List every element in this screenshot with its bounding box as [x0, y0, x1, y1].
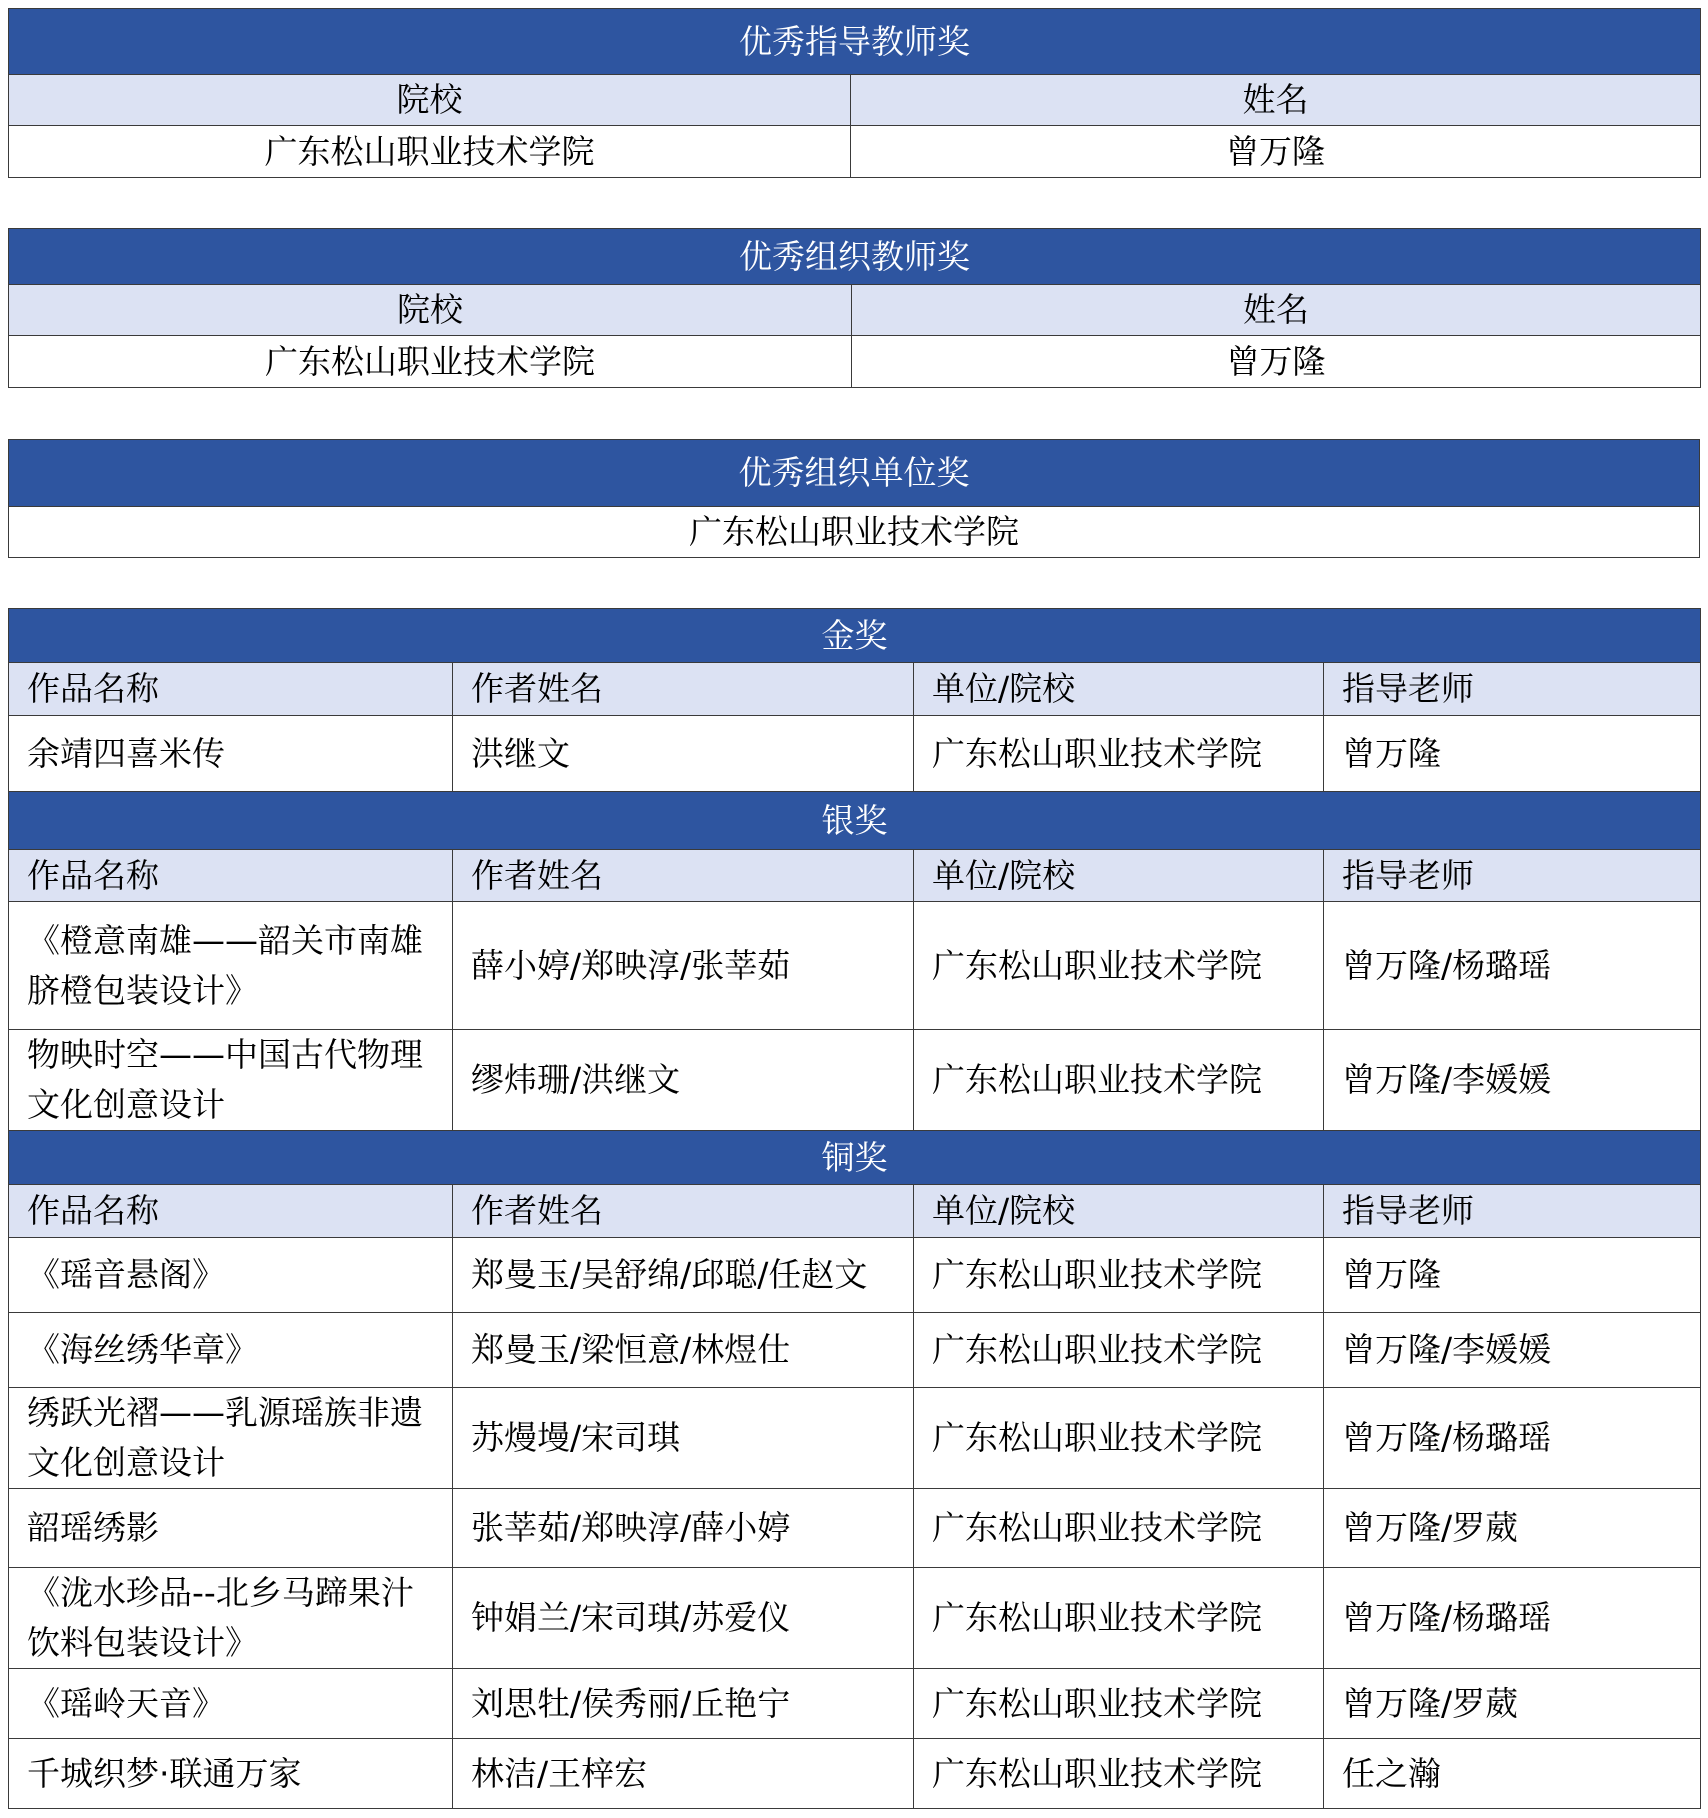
bronze-award-title: 铜奖: [9, 1131, 1701, 1185]
work-name-cell: 《瑶音悬阁》: [9, 1238, 453, 1313]
author-cell: 刘思牡/侯秀丽/丘艳宁: [453, 1669, 914, 1739]
col-author-header: 作者姓名: [453, 663, 914, 716]
col-unit-header: 单位/院校: [914, 850, 1324, 902]
work-name-cell: 韶瑶绣影: [9, 1489, 453, 1568]
work-name-cell: 《泷水珍品--北乡马蹄果汁饮料包装设计》: [9, 1568, 453, 1669]
advisor-cell: 曾万隆/罗葳: [1324, 1669, 1701, 1739]
col-work-name-header: 作品名称: [9, 1185, 453, 1238]
unit-cell: 广东松山职业技术学院: [914, 1489, 1324, 1568]
school-cell: 广东松山职业技术学院: [9, 336, 852, 388]
work-name-cell: 余靖四喜米传: [9, 716, 453, 792]
author-cell: 缪炜珊/洪继文: [453, 1030, 914, 1131]
unit-cell: 广东松山职业技术学院: [914, 716, 1324, 792]
instructor-award-table: [8, 8, 1701, 178]
advisor-cell: 曾万隆/杨璐瑶: [1324, 1388, 1701, 1489]
col-advisor-header: 指导老师: [1324, 1185, 1701, 1238]
advisor-cell: 曾万隆/李媛媛: [1324, 1313, 1701, 1388]
author-cell: 郑曼玉/梁恒意/林煜仕: [453, 1313, 914, 1388]
author-cell: 洪继文: [453, 716, 914, 792]
unit-award-title: 优秀组织单位奖: [9, 440, 1700, 507]
author-cell: 薛小婷/郑映淳/张莘茹: [453, 902, 914, 1030]
author-cell: 林洁/王梓宏: [453, 1739, 914, 1809]
col-advisor-header: 指导老师: [1324, 663, 1701, 716]
instructor-award-title: 优秀指导教师奖: [9, 9, 1701, 75]
col-unit-header: 单位/院校: [914, 663, 1324, 716]
author-cell: 张莘茹/郑映淳/薛小婷: [453, 1489, 914, 1568]
advisor-cell: 曾万隆: [1324, 716, 1701, 792]
col-work-name-header: 作品名称: [9, 850, 453, 902]
advisor-cell: 曾万隆/杨璐瑶: [1324, 902, 1701, 1030]
col-name-header: 姓名: [852, 285, 1701, 336]
advisor-cell: 任之瀚: [1324, 1739, 1701, 1809]
works-award-table: [8, 608, 1701, 1809]
author-cell: 苏熳墁/宋司琪: [453, 1388, 914, 1489]
author-cell: 钟娟兰/宋司琪/苏爱仪: [453, 1568, 914, 1669]
unit-cell: 广东松山职业技术学院: [914, 902, 1324, 1030]
author-cell: 郑曼玉/吴舒绵/邱聪/任赵文: [453, 1238, 914, 1313]
col-school-header: 院校: [9, 75, 851, 126]
unit-cell: 广东松山职业技术学院: [914, 1568, 1324, 1669]
col-advisor-header: 指导老师: [1324, 850, 1701, 902]
unit-cell: 广东松山职业技术学院: [914, 1030, 1324, 1131]
work-name-cell: 《橙意南雄——韶关市南雄脐橙包装设计》: [9, 902, 453, 1030]
col-author-header: 作者姓名: [453, 850, 914, 902]
unit-cell: 广东松山职业技术学院: [914, 1313, 1324, 1388]
col-school-header: 院校: [9, 285, 852, 336]
silver-award-title: 银奖: [9, 792, 1701, 850]
work-name-cell: 《海丝绣华章》: [9, 1313, 453, 1388]
organizer-award-title: 优秀组织教师奖: [9, 229, 1701, 285]
work-name-cell: 《瑶岭天音》: [9, 1669, 453, 1739]
name-cell: 曾万隆: [851, 126, 1701, 178]
unit-award-table: [8, 439, 1700, 558]
advisor-cell: 曾万隆/杨璐瑶: [1324, 1568, 1701, 1669]
col-work-name-header: 作品名称: [9, 663, 453, 716]
school-cell: 广东松山职业技术学院: [9, 126, 851, 178]
advisor-cell: 曾万隆/罗葳: [1324, 1489, 1701, 1568]
gold-award-title: 金奖: [9, 609, 1701, 663]
advisor-cell: 曾万隆/李媛媛: [1324, 1030, 1701, 1131]
advisor-cell: 曾万隆: [1324, 1238, 1701, 1313]
unit-cell: 广东松山职业技术学院: [914, 1238, 1324, 1313]
work-name-cell: 物映时空——中国古代物理文化创意设计: [9, 1030, 453, 1131]
work-name-cell: 千城织梦·联通万家: [9, 1739, 453, 1809]
col-unit-header: 单位/院校: [914, 1185, 1324, 1238]
unit-cell: 广东松山职业技术学院: [914, 1739, 1324, 1809]
unit-cell: 广东松山职业技术学院: [914, 1669, 1324, 1739]
col-author-header: 作者姓名: [453, 1185, 914, 1238]
organizer-award-table: [8, 228, 1701, 388]
unit-cell: 广东松山职业技术学院: [914, 1388, 1324, 1489]
school-cell: 广东松山职业技术学院: [9, 507, 1700, 558]
col-name-header: 姓名: [851, 75, 1701, 126]
work-name-cell: 绣跃光褶——乳源瑶族非遗文化创意设计: [9, 1388, 453, 1489]
name-cell: 曾万隆: [852, 336, 1701, 388]
